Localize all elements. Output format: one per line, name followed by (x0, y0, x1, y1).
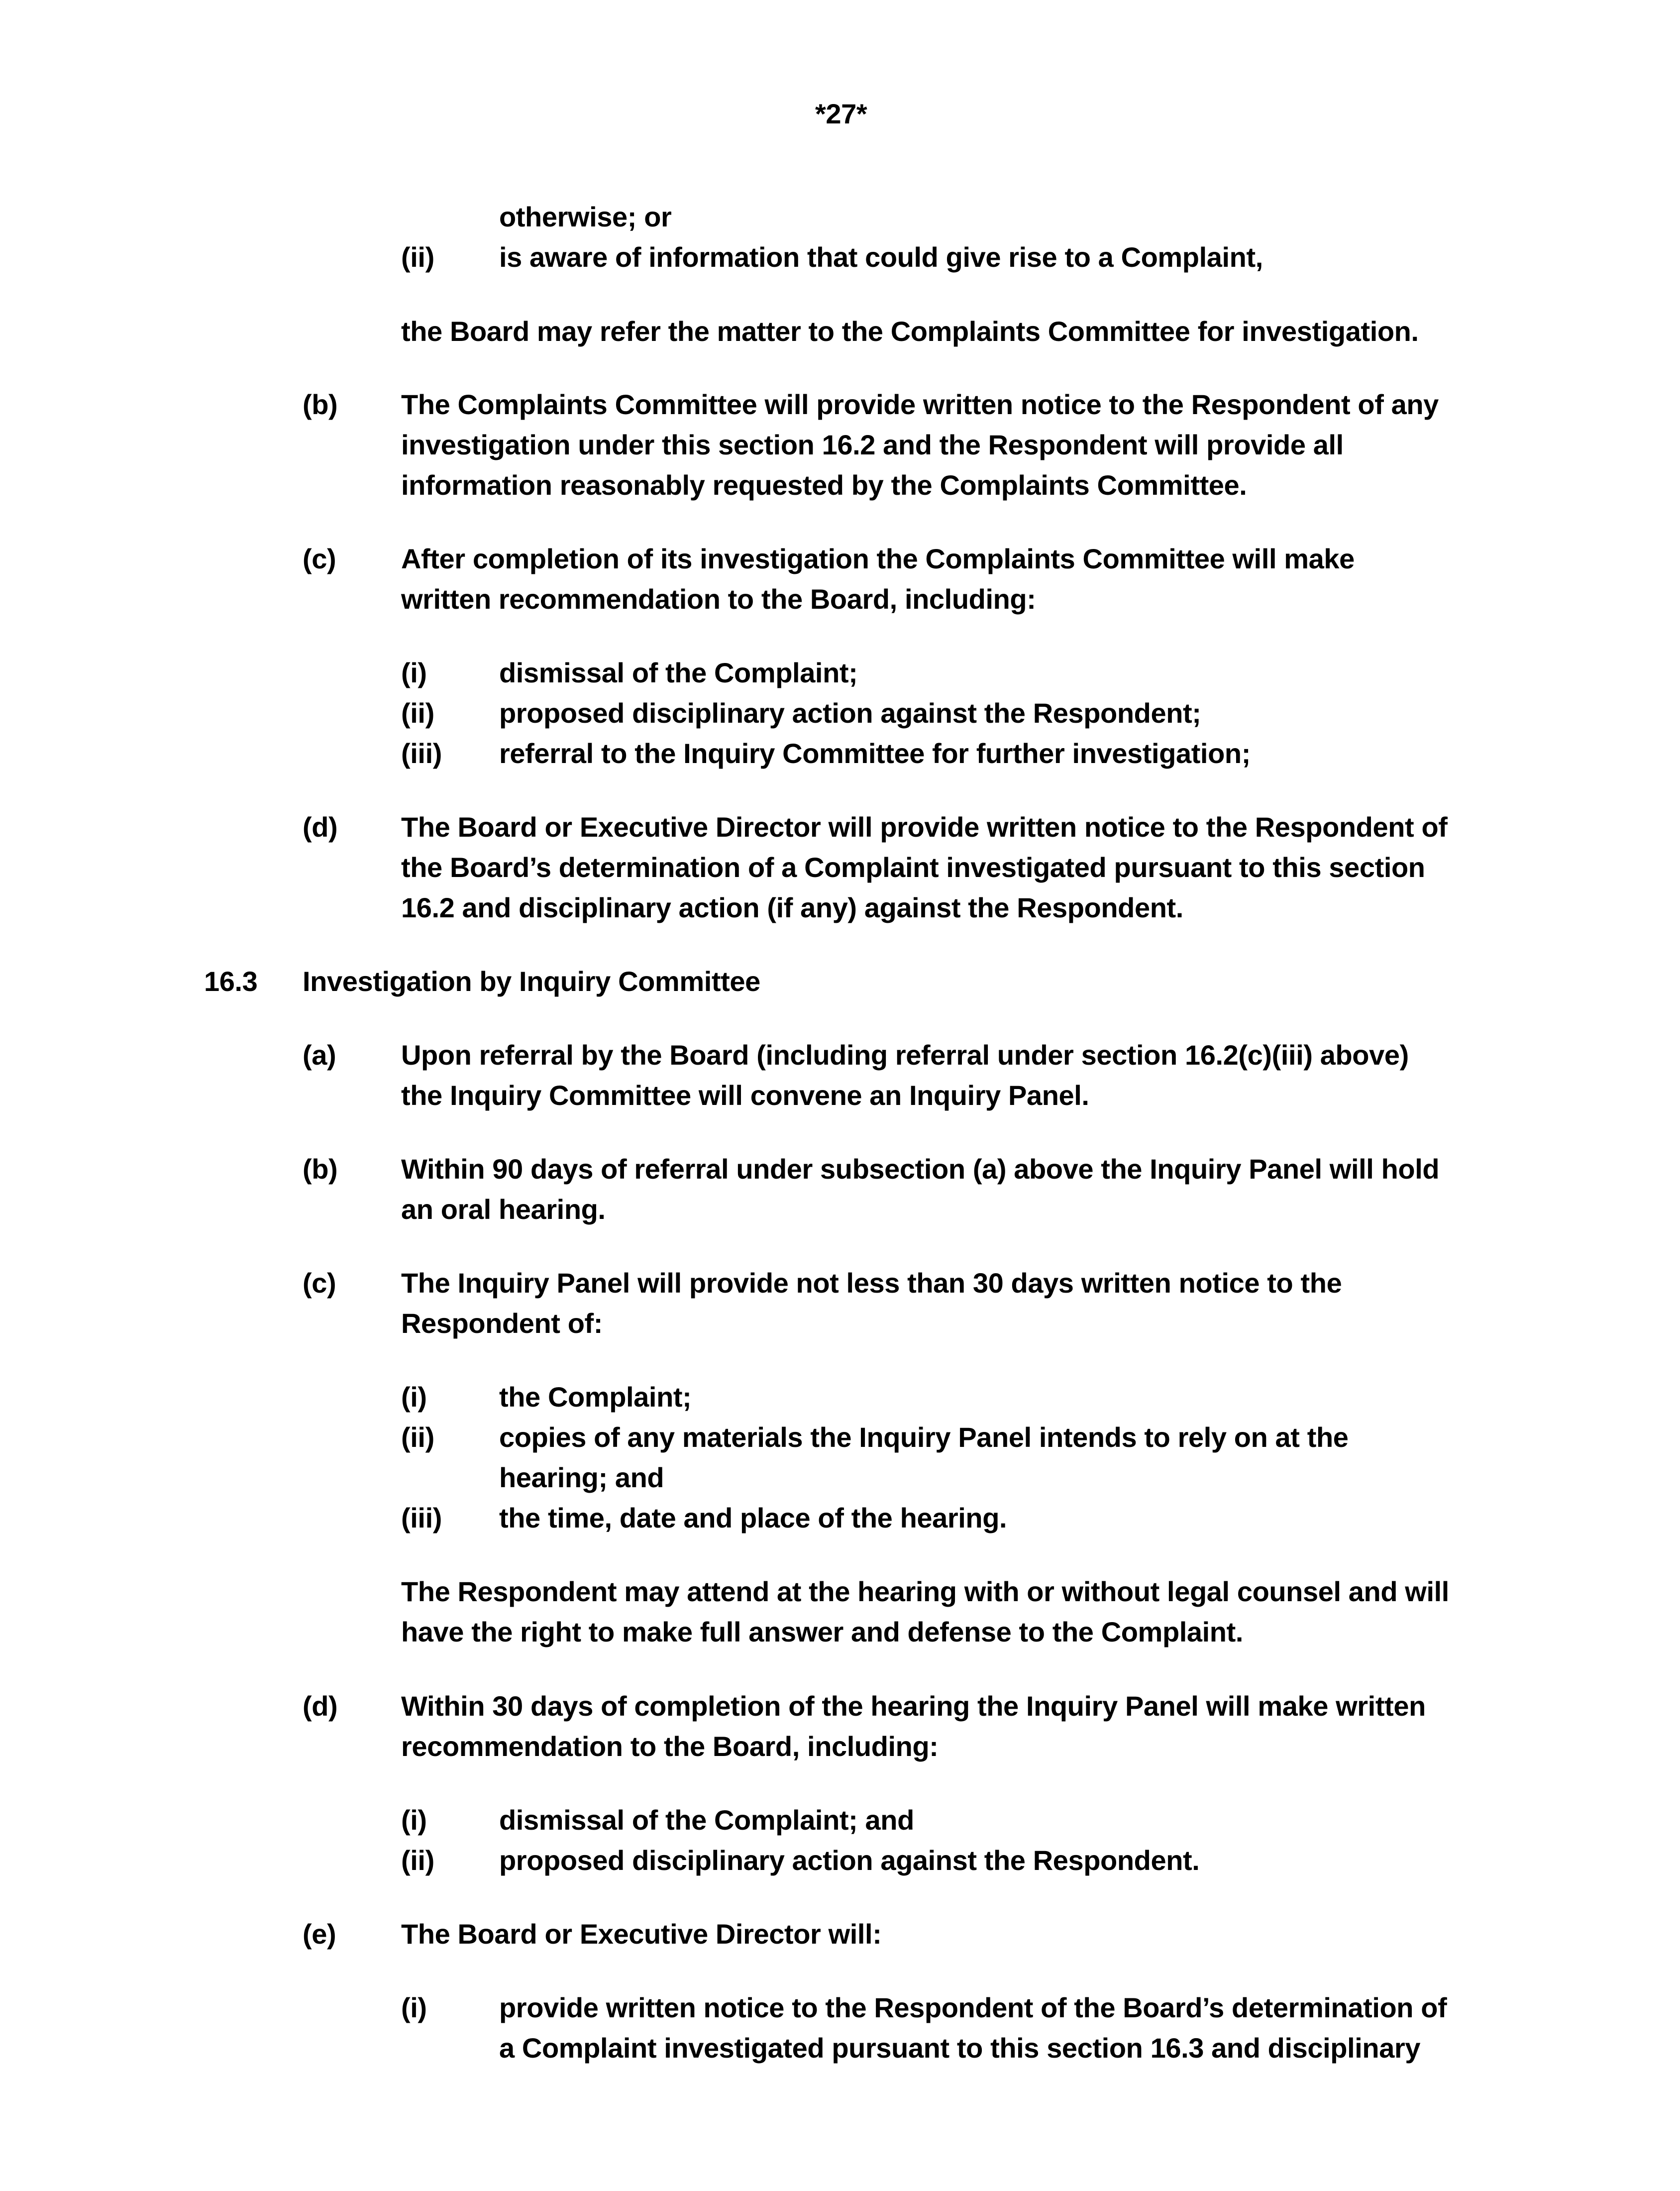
list-marker: (i) (401, 1992, 427, 2023)
text-line: the time, date and place of the hearing. (499, 1502, 1007, 1534)
list-marker: (ii) (401, 241, 434, 273)
list-marker: (i) (401, 1381, 427, 1413)
text-line: a Complaint investigated pursuant to this section 16.3 and disciplinary (499, 2032, 1421, 2064)
text-line: is aware of information that could give rise to a Complaint, (499, 241, 1263, 273)
text-line: The Board or Executive Director will: (401, 1918, 882, 1950)
list-marker: (iii) (401, 1502, 442, 1534)
text-line: 16.2 and disciplinary action (if any) against the Respondent. (401, 892, 1183, 923)
text-line: The Inquiry Panel will provide not less than 30 days written notice to the (401, 1267, 1342, 1299)
text-line: investigation under this section 16.2 and the Respondent will provide all (401, 429, 1344, 460)
section-title: Investigation by Inquiry Committee (303, 966, 760, 997)
text-line: the Inquiry Committee will convene an Inquiry Panel. (401, 1080, 1089, 1111)
list-marker: (d) (303, 811, 338, 843)
text-line: recommendation to the Board, including: (401, 1731, 939, 1762)
text-line: proposed disciplinary action against the Respondent; (499, 697, 1201, 729)
list-marker: (c) (303, 543, 336, 574)
text-line: The Complaints Committee will provide written notice to the Respondent of any (401, 389, 1439, 420)
list-marker: (i) (401, 657, 427, 688)
text-line: the Board may refer the matter to the Complaints Committee for investigation. (401, 316, 1419, 347)
text-line: Respondent of: (401, 1308, 603, 1339)
list-marker: (b) (303, 1153, 338, 1185)
list-marker: (iii) (401, 738, 442, 769)
text-line: otherwise; or (499, 201, 672, 232)
text-line: the Board’s determination of a Complaint investigated pursuant to this section (401, 852, 1425, 883)
text-line: The Board or Executive Director will provide written notice to the Respondent of (401, 811, 1448, 843)
text-line: copies of any materials the Inquiry Panel intends to rely on at the (499, 1422, 1349, 1453)
list-marker: (i) (401, 1804, 427, 1836)
text-line: the Complaint; (499, 1381, 692, 1413)
text-line: information reasonably requested by the Complaints Committee. (401, 469, 1247, 501)
list-marker: (a) (303, 1039, 336, 1071)
text-line: After completion of its investigation the Complaints Committee will make (401, 543, 1355, 574)
text-line: hearing; and (499, 1462, 664, 1493)
text-line: dismissal of the Complaint; (499, 657, 858, 688)
text-line: Upon referral by the Board (including referral under section 16.2(c)(iii) above) (401, 1039, 1409, 1071)
page-number: *27* (815, 98, 867, 129)
text-line: The Respondent may attend at the hearing with or without legal counsel and will (401, 1576, 1449, 1607)
text-line: written recommendation to the Board, including: (401, 583, 1036, 615)
list-marker: (ii) (401, 697, 434, 729)
list-marker: (ii) (401, 1422, 434, 1453)
section-number: 16.3 (204, 966, 258, 997)
text-line: an oral hearing. (401, 1194, 606, 1225)
list-marker: (b) (303, 389, 338, 420)
list-marker: (ii) (401, 1845, 434, 1876)
text-line: have the right to make full answer and defense to the Complaint. (401, 1616, 1244, 1647)
text-line: Within 30 days of completion of the hearing the Inquiry Panel will make written (401, 1690, 1426, 1722)
text-line: referral to the Inquiry Committee for further investigation; (499, 738, 1251, 769)
text-line: Within 90 days of referral under subsection (a) above the Inquiry Panel will hold (401, 1153, 1440, 1185)
list-marker: (c) (303, 1267, 336, 1299)
list-marker: (d) (303, 1690, 338, 1722)
text-line: proposed disciplinary action against the Respondent. (499, 1845, 1200, 1876)
text-line: dismissal of the Complaint; and (499, 1804, 914, 1836)
list-marker: (e) (303, 1918, 336, 1950)
text-line: provide written notice to the Respondent of the Board’s determination of (499, 1992, 1447, 2023)
